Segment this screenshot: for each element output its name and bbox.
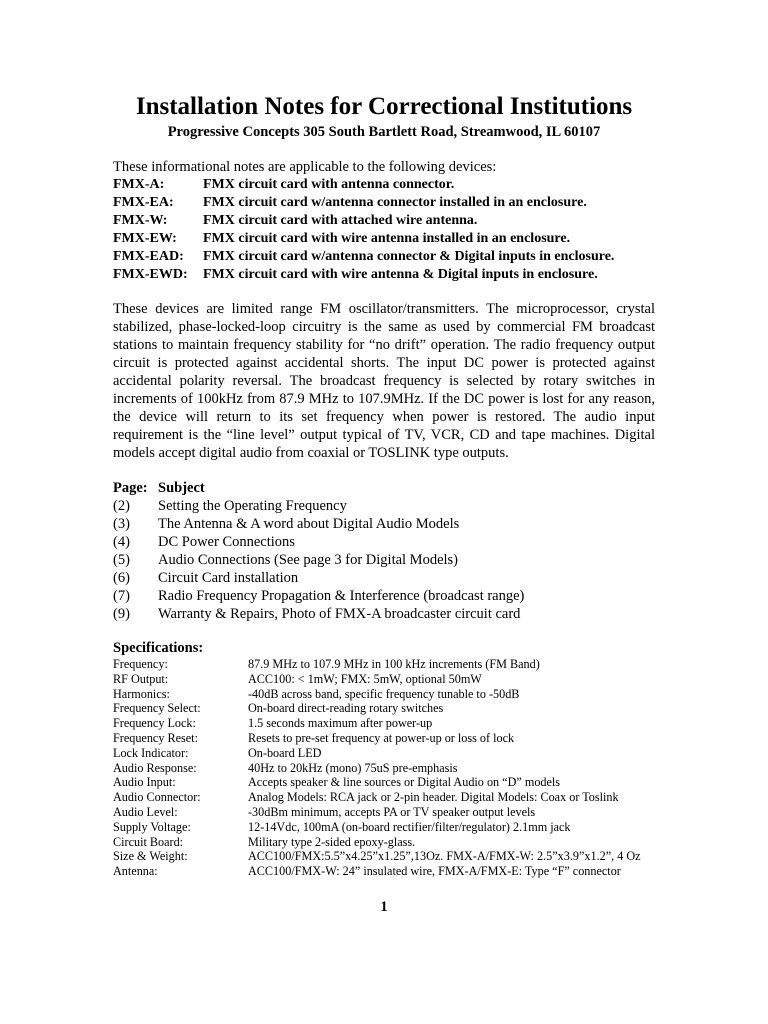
spec-label: Harmonics: — [113, 686, 170, 701]
spec-label: Audio Level: — [113, 804, 178, 819]
spec-row — [113, 746, 673, 761]
toc-subject-heading: Subject — [158, 480, 205, 496]
device-description: FMX circuit card w/antenna connector installed in an enclosure. — [203, 195, 587, 210]
toc-page-number: (5) — [113, 552, 130, 568]
device-row — [113, 266, 673, 284]
spec-label: Frequency Lock: — [113, 716, 196, 731]
spec-row — [113, 805, 673, 820]
description-paragraph: These devices are limited range FM oscillator/transmitters. The microprocessor, crystal stabilized, phase-locked-loop circuitry is the same as used by commercial FM broadcast stations to maintain frequency stability for “no drift” operation. The radio frequency output circuit is protected against accidental shorts. The input DC power is protected against accidental polarity reversal. The broadcast frequency is selected by rotary switches in increments of 100kHz from 87.9 MHz to 107.9MHz. If the DC power is lost for any reason, the device will return to its set frequency when power is restored. The audio input requirement is the “line level” output typical of TV, VCR, CD and tape machines. Digital models accept digital audio from coaxial or TOSLINK type outputs. — [113, 301, 655, 461]
spec-row — [113, 775, 673, 790]
toc-page-number: (9) — [113, 606, 130, 622]
spec-value: On-board LED — [248, 745, 322, 760]
specifications-table — [113, 657, 673, 879]
spec-row — [113, 790, 673, 805]
spec-label: Audio Connector: — [113, 790, 201, 805]
spec-label: RF Output: — [113, 671, 169, 686]
spec-label: Lock Indicator: — [113, 745, 189, 760]
spec-label: Antenna: — [113, 864, 158, 879]
toc-subject: Radio Frequency Propagation & Interference (broadcast range) — [158, 588, 525, 604]
spec-row — [113, 716, 673, 731]
spec-value: ACC100: < 1mW; FMX: 5mW, optional 50mW — [248, 671, 482, 686]
device-code: FMX-EA: — [113, 195, 174, 210]
spec-value: Military type 2-sided epoxy-glass. — [248, 834, 416, 849]
device-code: FMX-A: — [113, 177, 165, 192]
spec-value: -30dBm minimum, accepts PA or TV speaker output levels — [248, 804, 536, 819]
spec-row — [113, 657, 673, 672]
page-number: 1 — [380, 899, 388, 915]
device-row — [113, 194, 673, 212]
device-row — [113, 230, 673, 248]
spec-value: Analog Models: RCA jack or 2-pin header. Digital Models: Coax or Toslink — [248, 790, 619, 805]
toc-subject: Warranty & Repairs, Photo of FMX-A broadcaster circuit card — [158, 606, 521, 622]
spec-label: Size & Weight: — [113, 849, 188, 864]
device-row — [113, 248, 673, 266]
toc-subject: The Antenna & A word about Digital Audio Models — [158, 516, 460, 532]
spec-row — [113, 672, 673, 687]
toc-page-number: (2) — [113, 498, 130, 514]
device-code: FMX-EW: — [113, 231, 177, 246]
table-of-contents — [113, 479, 673, 623]
toc-item — [113, 587, 673, 605]
toc-subject: Setting the Operating Frequency — [158, 498, 347, 514]
spec-value: 1.5 seconds maximum after power-up — [248, 716, 433, 731]
specifications-heading: Specifications: — [113, 640, 204, 656]
toc-page-number: (4) — [113, 534, 130, 550]
spec-label: Frequency: — [113, 657, 168, 671]
spec-value: 87.9 MHz to 107.9 MHz in 100 kHz increments (FM Band) — [248, 657, 540, 671]
device-description: FMX circuit card with antenna connector. — [203, 177, 455, 192]
spec-value: On-board direct-reading rotary switches — [248, 701, 444, 716]
spec-label: Audio Input: — [113, 775, 176, 790]
toc-page-number: (3) — [113, 516, 130, 532]
spec-label: Circuit Board: — [113, 834, 184, 849]
toc-subject: Audio Connections (See page 3 for Digital Models) — [158, 552, 459, 568]
toc-item — [113, 569, 673, 587]
intro-text: These informational notes are applicable to the following devices: — [113, 159, 497, 175]
toc-item — [113, 515, 673, 533]
spec-row — [113, 731, 673, 746]
spec-row — [113, 849, 673, 864]
toc-item — [113, 497, 673, 515]
device-code: FMX-W: — [113, 213, 168, 228]
spec-value: ACC100/FMX-W: 24” insulated wire, FMX-A/FMX-E: Type “F” connector — [248, 864, 621, 879]
toc-item — [113, 605, 673, 623]
spec-row — [113, 761, 673, 776]
toc-header — [113, 479, 673, 497]
company-address: Progressive Concepts 305 South Bartlett Road, Streamwood, IL 60107 — [167, 124, 601, 140]
device-description: FMX circuit card with wire antenna installed in an enclosure. — [203, 231, 571, 246]
device-description: FMX circuit card w/antenna connector & Digital inputs in enclosure. — [203, 249, 615, 264]
spec-value: Resets to pre-set frequency at power-up or loss of lock — [248, 730, 515, 745]
spec-value: 40Hz to 20kHz (mono) 75uS pre-emphasis — [248, 760, 458, 775]
spec-label: Frequency Reset: — [113, 730, 198, 745]
device-list — [113, 176, 673, 284]
spec-row — [113, 701, 673, 716]
spec-row — [113, 864, 673, 879]
device-code: FMX-EWD: — [113, 267, 188, 282]
spec-row — [113, 835, 673, 850]
device-code: FMX-EAD: — [113, 249, 184, 264]
spec-value: ACC100/FMX:5.5”x4.25”x1.25”,13Oz. FMX-A/FMX-W: 2.5”x3.9”x1.2”, 4 Oz — [248, 849, 641, 864]
page-title: Installation Notes for Correctional Institutions — [135, 93, 633, 120]
spec-row — [113, 820, 673, 835]
spec-label: Supply Voltage: — [113, 819, 191, 834]
spec-value: Accepts speaker & line sources or Digital Audio on “D” models — [248, 775, 561, 790]
spec-label: Frequency Select: — [113, 701, 201, 716]
toc-page-heading: Page: — [113, 480, 148, 496]
device-row — [113, 212, 673, 230]
toc-subject: DC Power Connections — [158, 534, 295, 550]
spec-value: 12-14Vdc, 100mA (on-board rectifier/filter/regulator) 2.1mm jack — [248, 819, 571, 834]
device-row — [113, 176, 673, 194]
spec-value: -40dB across band, specific frequency tunable to -50dB — [248, 686, 520, 701]
toc-item — [113, 551, 673, 569]
toc-page-number: (7) — [113, 588, 130, 604]
toc-page-number: (6) — [113, 570, 130, 586]
spec-row — [113, 687, 673, 702]
spec-label: Audio Response: — [113, 760, 197, 775]
device-description: FMX circuit card with wire antenna & Digital inputs in enclosure. — [203, 267, 598, 282]
device-description: FMX circuit card with attached wire antenna. — [203, 213, 478, 228]
toc-item — [113, 533, 673, 551]
toc-subject: Circuit Card installation — [158, 570, 299, 586]
